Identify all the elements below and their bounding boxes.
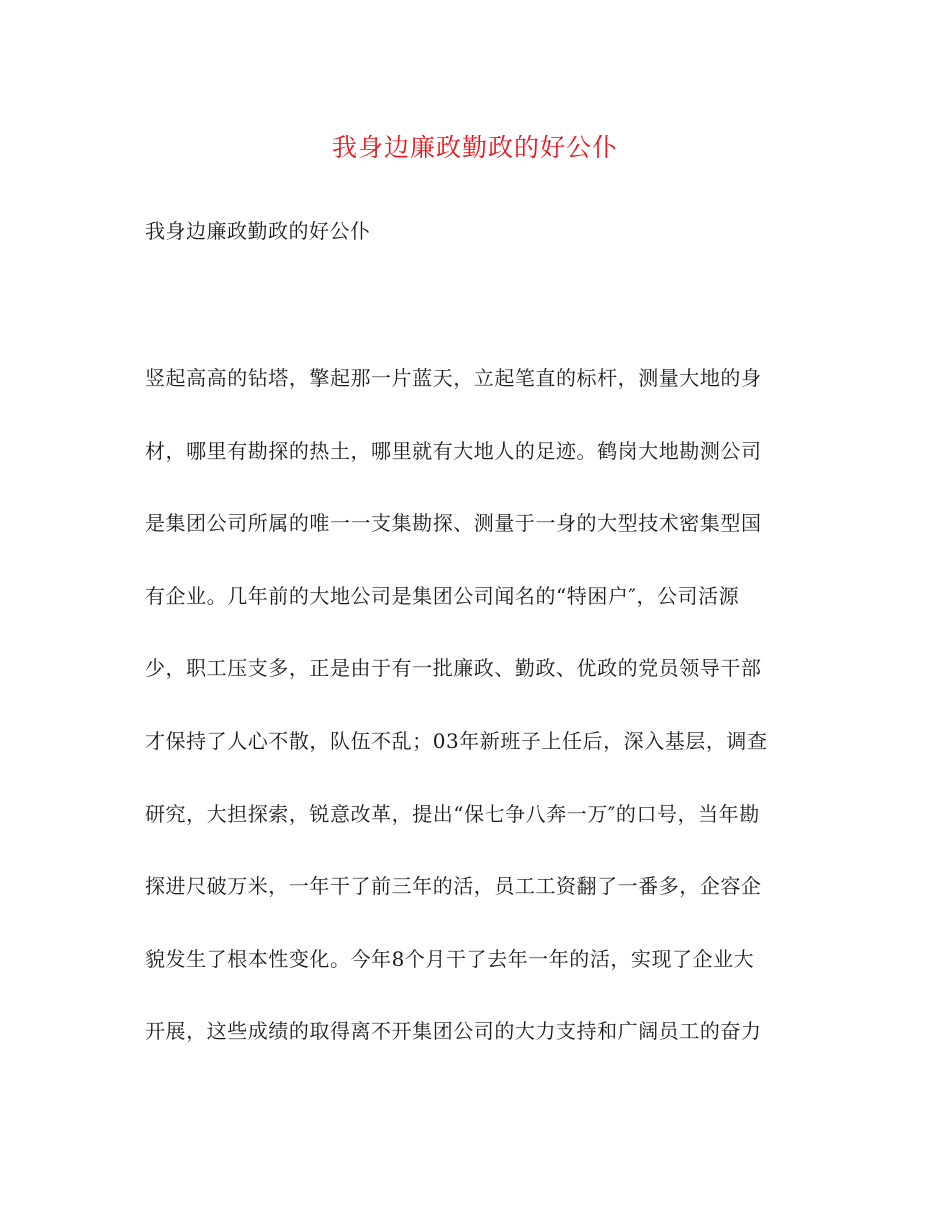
body-line: 少，职工压支多，正是由于有一批廉政、勤政、优政的党员领导干部 [145,656,762,681]
body-line: 探进尺破万米，一年干了前三年的活，员工工资翻了一番多，企容企 [145,874,762,899]
body-line: 才保持了人心不散，队伍不乱；03年新班子上任后，深入基层，调查 [145,728,768,753]
document-subtitle: 我身边廉政勤政的好公仆 [145,219,371,243]
body-line: 材，哪里有勘探的热土，哪里就有大地人的足迹。鹤岗大地勘测公司 [145,438,762,463]
body-line: 是集团公司所属的唯一一支集勘探、测量于一身的大型技术密集型国 [145,511,762,536]
document-title: 我身边廉政勤政的好公仆 [331,133,618,162]
body-line: 有企业。几年前的大地公司是集团公司闻名的“特困户″，公司活源 [145,583,740,608]
body-line: 研究，大担探索，锐意改革，提出“保七争八奔一万″的口号，当年勘 [145,801,760,826]
body-line: 竖起高高的钻塔，擎起那一片蓝天，立起笔直的标杆，测量大地的身 [145,366,762,390]
body-paragraph [145,362,810,1088]
body-line: 开展，这些成绩的取得离不开集团公司的大力支持和广阔员工的奋力 [145,1019,762,1044]
body-line: 貌发生了根本性变化。今年8个月干了去年一年的活，实现了企业大 [145,946,755,971]
